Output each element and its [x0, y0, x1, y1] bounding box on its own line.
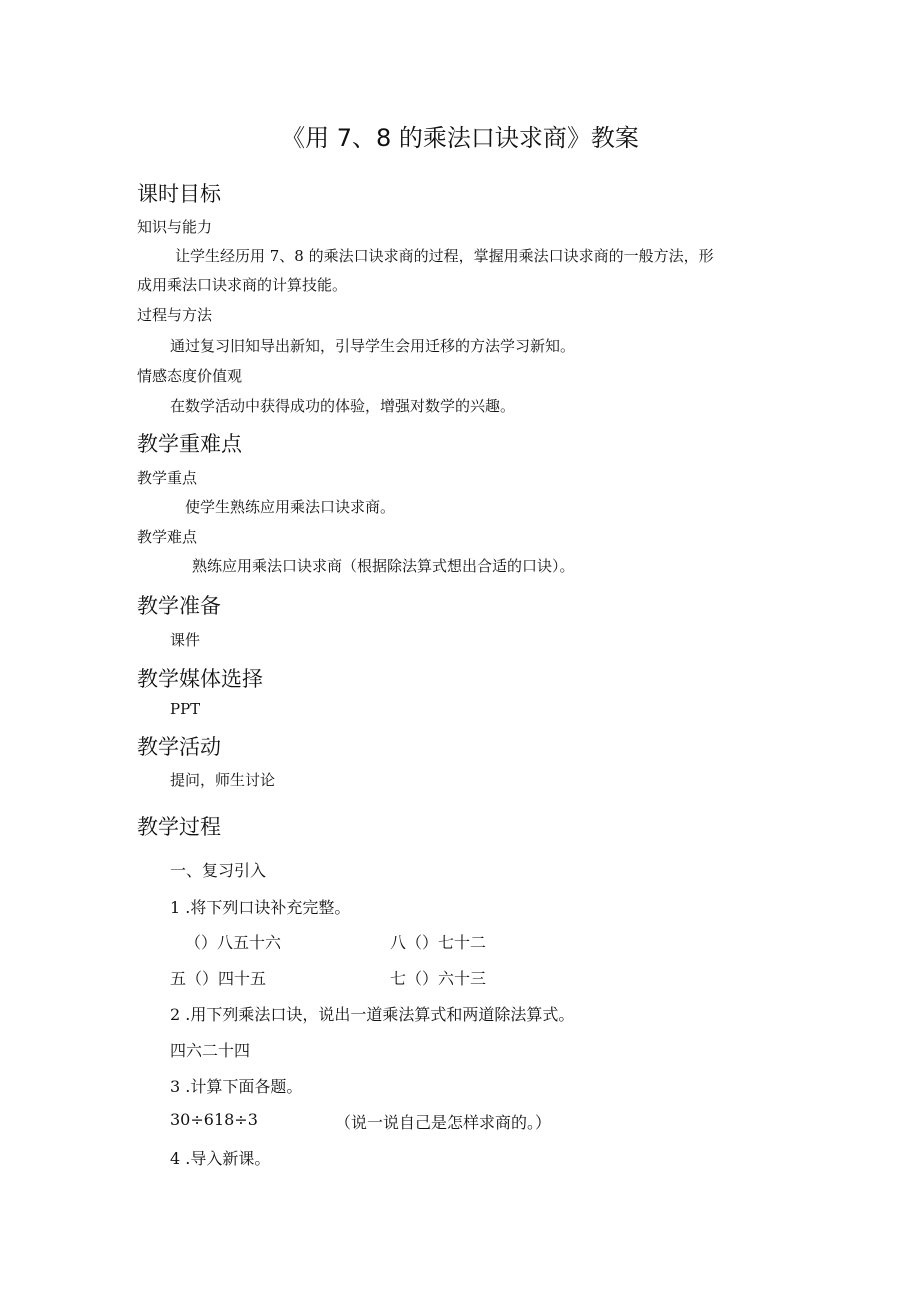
paragraph-knowledge-line2: 成用乘法口诀求商的计算技能。 — [137, 276, 348, 294]
process-part-1: 一、复习引入 — [170, 861, 267, 880]
process-item-4: 4 .导入新课。 — [170, 1149, 271, 1168]
section-heading-key-points: 教学重难点 — [137, 432, 242, 456]
document-title: 《用 7、8 的乘法口诀求商》教案 — [281, 124, 639, 152]
calculation-problems: 30÷618÷3 — [170, 1110, 258, 1129]
process-item-2-text: 四六二十四 — [170, 1041, 251, 1060]
paragraph-preparation: 课件 — [170, 631, 201, 649]
process-item-1: 1 .将下列口诀补充完整。 — [170, 898, 351, 917]
subheading-knowledge: 知识与能力 — [137, 218, 213, 236]
paragraph-media: PPT — [170, 700, 201, 718]
paragraph-emotion: 在数学活动中获得成功的体验，增强对数学的兴趣。 — [170, 397, 516, 415]
paragraph-focus: 使学生熟练应用乘法口诀求商。 — [185, 498, 396, 516]
subheading-focus: 教学重点 — [137, 469, 198, 487]
subheading-difficulty: 教学难点 — [137, 528, 198, 546]
fill-blank-b: 八（）七十二 — [390, 933, 487, 952]
fill-blank-a: （）八五十六 — [185, 933, 282, 952]
section-heading-preparation: 教学准备 — [137, 594, 221, 618]
process-item-3: 3 .计算下面各题。 — [170, 1077, 303, 1096]
section-heading-activity: 教学活动 — [137, 735, 221, 759]
paragraph-activity: 提问，师生讨论 — [170, 771, 276, 789]
calculation-hint: （说一说自己是怎样求商的。） — [335, 1113, 552, 1132]
fill-blank-c: 五（）四十五 — [170, 969, 267, 988]
paragraph-difficulty: 熟练应用乘法口诀求商（根据除法算式想出合适的口诀）。 — [192, 557, 575, 575]
section-heading-objectives: 课时目标 — [137, 182, 221, 206]
section-heading-process: 教学过程 — [137, 815, 221, 839]
subheading-process: 过程与方法 — [137, 306, 213, 324]
fill-blank-d: 七（）六十三 — [390, 969, 487, 988]
paragraph-knowledge-line1: 让学生经历用 7、8 的乘法口诀求商的过程，掌握用乘法口诀求商的一般方法，形 — [175, 247, 714, 265]
paragraph-process: 通过复习旧知导出新知，引导学生会用迁移的方法学习新知。 — [170, 337, 576, 355]
process-item-2: 2 .用下列乘法口诀，说出一道乘法算式和两道除法算式。 — [170, 1005, 575, 1024]
section-heading-media: 教学媒体选择 — [137, 667, 263, 691]
subheading-emotion: 情感态度价值观 — [137, 367, 243, 385]
